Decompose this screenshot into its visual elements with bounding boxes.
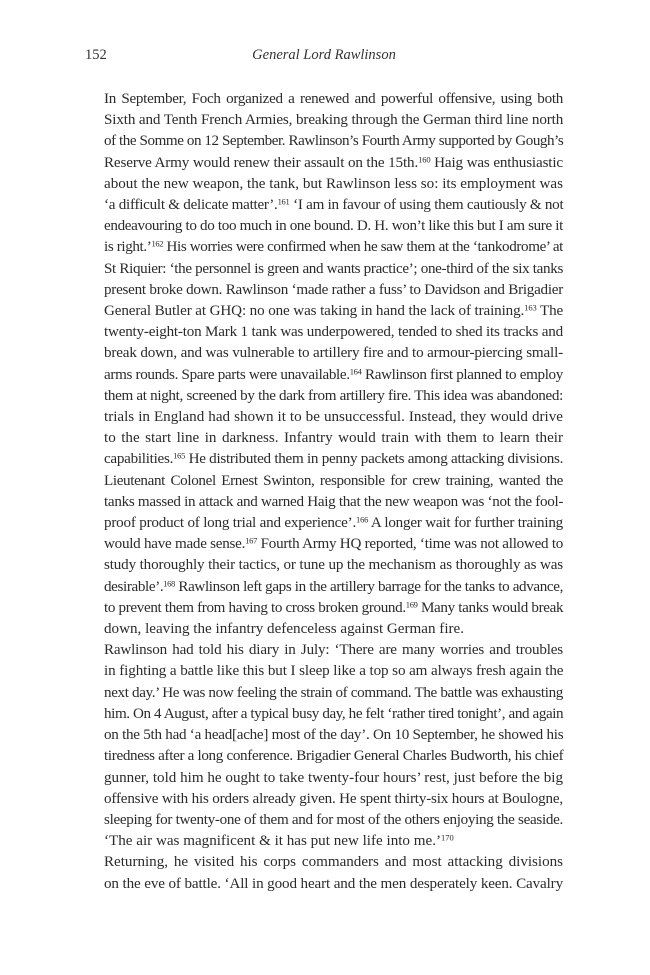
text-run: down, leaving the infantry defenceless against German fire.	[104, 621, 465, 638]
book-page	[85, 44, 563, 895]
paragraph	[85, 640, 563, 852]
text-line	[85, 110, 563, 131]
text-line	[85, 577, 563, 598]
text-run: on the 5th had ‘a head[ache] most of the day’. On 10 September, he showed his	[104, 727, 564, 744]
text-line	[85, 513, 563, 534]
text-line	[85, 704, 563, 725]
text-run: Reserve Army would renew their assault on the 15th.	[104, 154, 419, 171]
text-run: on the eve of battle. ‘All in good heart and the men desperately keen. Cavalry	[104, 875, 563, 892]
running-head	[85, 44, 563, 66]
text-line	[85, 810, 563, 831]
text-run: gunner, told him he ought to take twenty-four hours’ rest, just before the big	[104, 769, 563, 786]
text-line	[85, 555, 563, 576]
text-run: ‘I am in favour of using them cautiously & not	[289, 197, 564, 214]
text-line	[85, 449, 563, 470]
text-run: Sixth and Tenth French Armies, breaking through the German third line north	[104, 112, 564, 129]
text-line	[85, 195, 563, 216]
text-line	[85, 619, 563, 640]
text-line	[85, 216, 563, 237]
footnote-ref[interactable]: 162	[151, 238, 164, 249]
text-run: A longer wait for further training	[368, 515, 563, 532]
text-run: His worries were confirmed when he saw them at the ‘tankodrome’ at	[163, 239, 563, 256]
text-run: him. On 4 August, after a typical busy day, he felt ‘rather tired tonight’, and again	[104, 705, 564, 722]
text-run: endeavouring to do too much in one bound. D. H. won’t like this but I am sure it	[104, 218, 564, 235]
text-run: of the Somme on 12 September. Rawlinson’s Fourth Army supported by Gough’s	[104, 133, 564, 150]
text-run: break down, and was vulnerable to artillery fire and to armour-piercing small-	[104, 345, 563, 362]
text-run: next day.’ He was now feeling the strain of command. The battle was exhausting	[104, 684, 563, 701]
text-run: The	[536, 303, 564, 320]
text-line	[85, 683, 563, 704]
text-line	[85, 534, 563, 555]
text-run: Fourth Army HQ reported, ‘time was not allowed to	[257, 536, 564, 553]
body-text	[85, 89, 563, 895]
text-run: capabilities.	[104, 451, 174, 468]
text-line	[85, 407, 563, 428]
text-line	[85, 492, 563, 513]
text-run: Rawlinson left gaps in the artillery barrage for the tanks to advance,	[174, 578, 563, 595]
text-line	[85, 661, 563, 682]
text-line	[85, 640, 563, 661]
text-run: General Butler at GHQ: no one was taking in hand the lack of training.	[104, 303, 525, 320]
text-line	[85, 259, 563, 280]
text-line	[85, 874, 563, 895]
text-run: tiredness after a long conference. Brigadier General Charles Budworth, his chief	[104, 748, 564, 765]
paragraph	[85, 852, 563, 894]
text-run: ‘a difficult & delicate matter’.	[104, 197, 278, 214]
text-line	[85, 280, 563, 301]
text-run: to the start line in darkness. Infantry would train with them to learn their	[104, 430, 563, 447]
text-line	[85, 322, 563, 343]
footnote-ref[interactable]: 167	[245, 535, 258, 546]
text-line	[85, 365, 563, 386]
text-line	[85, 831, 563, 852]
text-run: Lieutenant Colonel Ernest Swinton, responsible for crew training, wanted the	[104, 472, 563, 489]
footnote-ref[interactable]: 168	[163, 578, 175, 588]
text-line	[85, 131, 563, 152]
text-line	[85, 153, 563, 174]
text-line	[85, 746, 563, 767]
text-run: tanks massed in attack and warned Haig that the new weapon was ‘not the fool-	[104, 493, 564, 510]
text-run: Rawlinson had told his diary in July: ‘There are many worries and troubles	[104, 642, 563, 659]
footnote-ref[interactable]: 161	[277, 196, 290, 207]
footnote-ref[interactable]: 166	[356, 514, 369, 525]
text-run: study thoroughly their tactics, or tune up the mechanism as thoroughly as was	[104, 557, 563, 574]
text-run: offensive with his orders already given. He spent thirty-six hours at Boulogne,	[104, 790, 563, 807]
text-run: He distributed them in penny packets among attacking divisions.	[185, 451, 564, 468]
paragraph	[85, 89, 563, 471]
text-run: Haig was enthusiastic	[430, 154, 563, 171]
text-run: in fighting a battle like this but I sleep like a top so am always fresh again the	[104, 663, 564, 680]
footnote-ref[interactable]: 165	[173, 450, 186, 461]
text-line	[85, 343, 563, 364]
text-run: trials in England had shown it to be unsuccessful. Instead, they would drive	[104, 409, 563, 426]
footnote-ref[interactable]: 169	[405, 599, 418, 610]
text-run: Many tanks would break	[417, 599, 564, 616]
text-run: ‘The air was magnificent & it has put new life into me.’	[104, 833, 441, 850]
text-run: is right.’	[104, 239, 152, 256]
text-line	[85, 301, 563, 322]
text-line	[85, 725, 563, 746]
text-run: Returning, he visited his corps commanders and most attacking divisions	[104, 854, 563, 871]
footnote-ref[interactable]: 163	[524, 302, 537, 313]
text-run: In September, Foch organized a renewed and powerful offensive, using both	[104, 91, 563, 107]
text-run: about the new weapon, the tank, but Rawlinson less so: its employment was	[104, 175, 563, 192]
text-run: twenty-eight-ton Mark 1 tank was underpowered, tended to shed its tracks and	[104, 324, 563, 341]
text-run: present broke down. Rawlinson ‘made rather a fuss’ to Davidson and Brigadier	[104, 281, 563, 298]
text-run: sleeping for twenty-one of them and for most of the others enjoying the seaside.	[104, 811, 563, 828]
text-line	[85, 386, 563, 407]
running-title: General Lord Rawlinson	[252, 47, 396, 63]
text-line	[85, 768, 563, 789]
paragraph	[85, 471, 563, 641]
text-line	[85, 789, 563, 810]
text-run: would have made sense.	[104, 536, 246, 553]
footnote-ref[interactable]: 164	[349, 365, 362, 376]
page-number: 152	[85, 47, 107, 63]
text-run: Rawlinson first planned to employ	[361, 366, 563, 383]
text-line	[85, 471, 563, 492]
text-run: St Riquier: ‘the personnel is green and wants practice’; one-third of the six tanks	[104, 260, 563, 277]
footnote-ref[interactable]: 170	[441, 832, 454, 843]
text-line	[85, 89, 563, 110]
text-run: desirable’.	[104, 578, 164, 595]
text-line	[85, 428, 563, 449]
text-line	[85, 852, 563, 873]
text-line	[85, 598, 563, 619]
text-run: arms rounds. Spare parts were unavailable.	[104, 366, 350, 383]
text-line	[85, 237, 563, 258]
text-run: them at night, screened by the dark from artillery fire. This idea was abandoned:	[104, 387, 563, 404]
footnote-ref[interactable]: 160	[418, 153, 431, 164]
text-run: proof product of long trial and experience’.	[104, 515, 357, 532]
text-run: to prevent them from having to cross broken ground.	[104, 599, 406, 616]
text-line	[85, 174, 563, 195]
